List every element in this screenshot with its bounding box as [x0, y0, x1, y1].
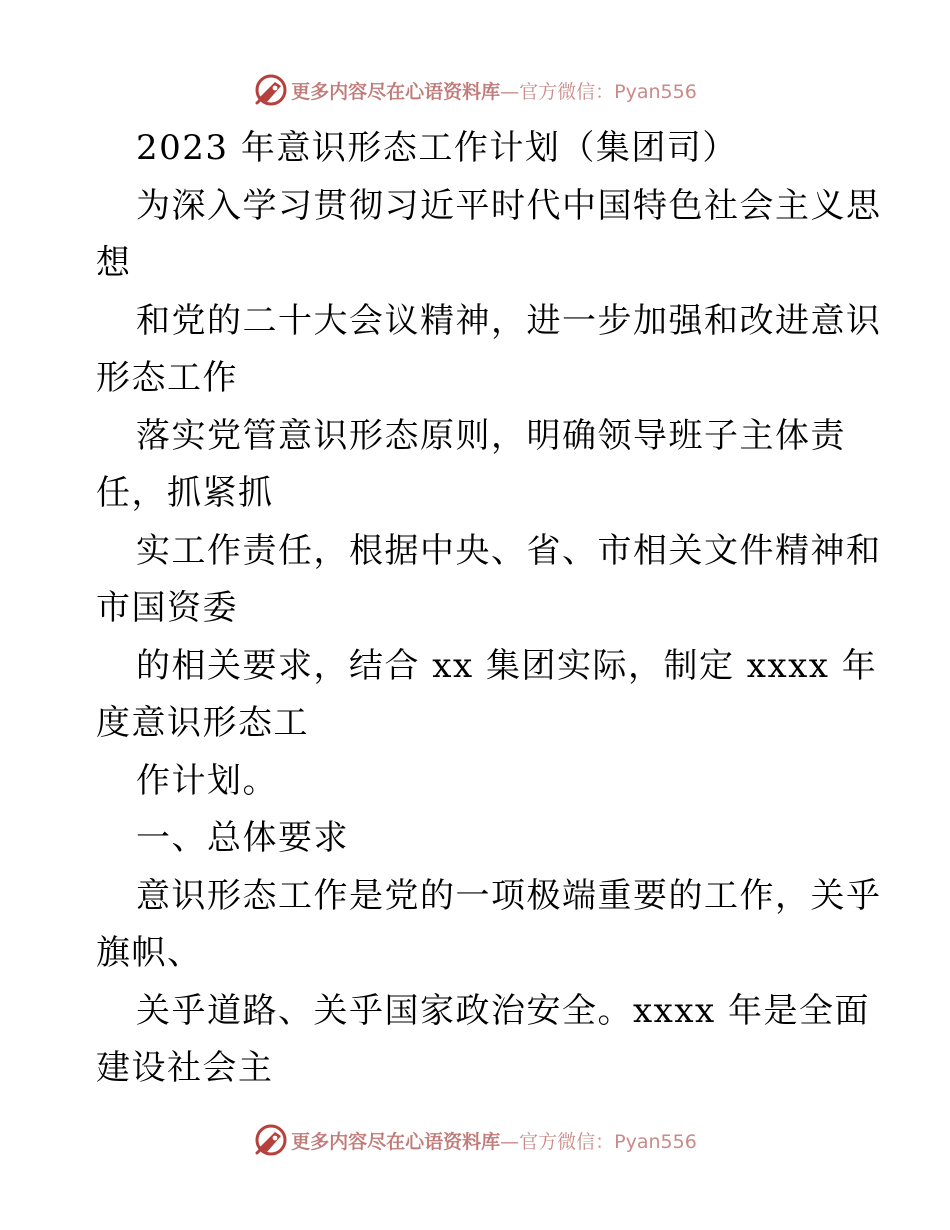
header-dash: —	[500, 80, 520, 103]
header-text	[291, 77, 697, 104]
footer-dash: —	[500, 1130, 520, 1153]
footer-contact-text: 官方微信：Pyan556	[519, 1130, 697, 1153]
header-contact-text: 官方微信：Pyan556	[519, 80, 697, 103]
footer-text	[291, 1127, 697, 1154]
paragraph-line: 实工作责任，根据中央、省、市相关文件精神和	[136, 530, 882, 571]
paragraph-line: 落实党管意识形态原则，明确领导班子主体责	[136, 415, 846, 456]
paragraph-line: 旗帜、	[96, 933, 203, 973]
paragraph-line: 为深入学习贯彻习近平时代中国特色社会主义思	[136, 185, 882, 226]
paragraph-line: 建设社会主	[96, 1048, 274, 1088]
section-heading: 一、总体要求	[136, 818, 349, 858]
paragraph-line: 意识形态工作是党的一项极端重要的工作，关乎	[136, 875, 882, 916]
paragraph-line: 想	[96, 243, 132, 283]
document-title: 2023 年意识形态工作计划（集团司）	[136, 128, 738, 168]
paragraph-line: 形态工作	[96, 358, 238, 398]
header-site-text: 更多内容尽在心语资料库	[291, 80, 501, 103]
footer-site-text: 更多内容尽在心语资料库	[291, 1130, 501, 1153]
paragraph-line: 任，抓紧抓	[96, 473, 274, 513]
footer-watermark	[0, 1120, 950, 1160]
paragraph-line: 关乎道路、关乎国家政治安全。xxxx 年是全面	[136, 990, 871, 1031]
paragraph-line: 度意识形态工	[96, 703, 309, 743]
paragraph-line: 的相关要求，结合 xx 集团实际，制定 xxxx 年	[136, 645, 878, 686]
pen-nib-icon	[253, 72, 289, 108]
header-watermark	[0, 70, 950, 110]
paragraph-line: 作计划。	[136, 760, 278, 801]
paragraph-line: 和党的二十大会议精神，进一步加强和改进意识	[136, 300, 882, 341]
pen-nib-icon	[253, 1122, 289, 1158]
paragraph-line: 市国资委	[96, 588, 238, 628]
document-body	[96, 120, 882, 1098]
